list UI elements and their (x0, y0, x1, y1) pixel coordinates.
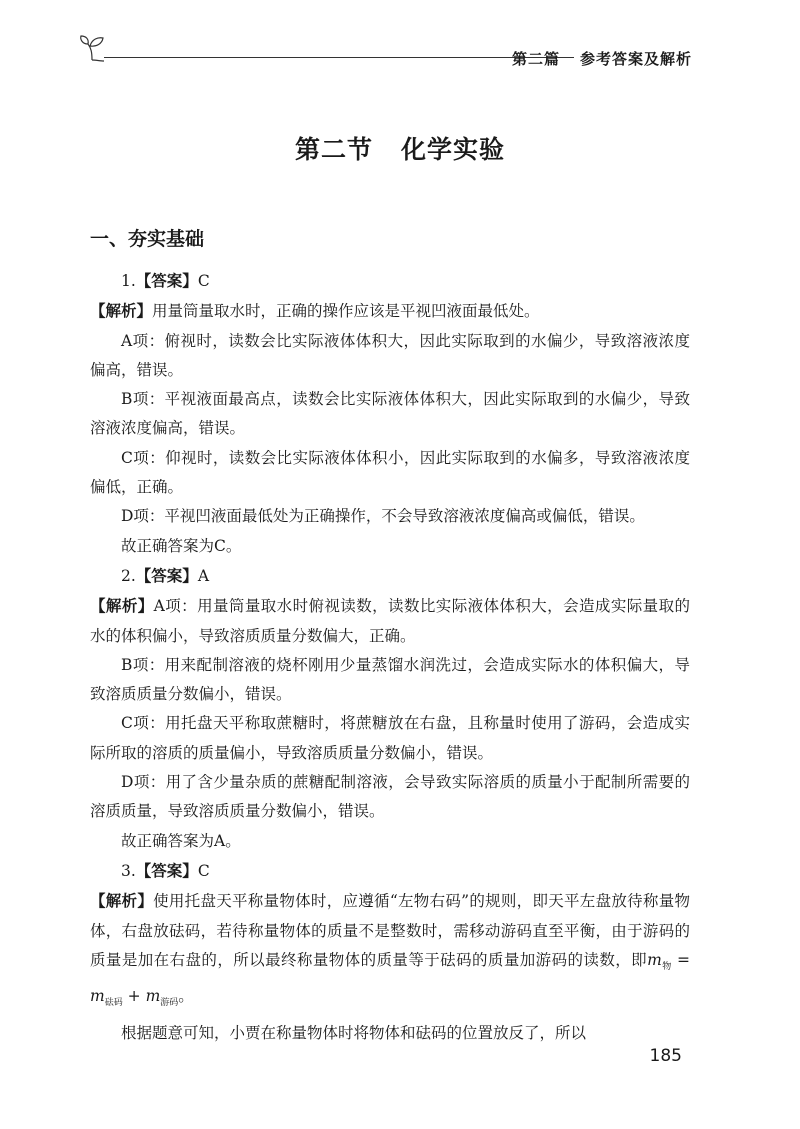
q3-analysis (90, 886, 690, 1018)
page-title (0, 130, 800, 166)
q1-number: 1. (121, 272, 136, 290)
q2-option-c: C项：用托盘天平称取蔗糖时，将蔗糖放在右盘，且称量时使用了游码，会造成实际所取的溶质的质量偏小，导致溶质质量分数偏小，错误。 (90, 714, 690, 762)
q3-answer-label: 【答案】 (135, 860, 198, 880)
section-heading: 一、夯实基础 (90, 228, 205, 250)
running-header (78, 28, 700, 68)
q1-option-d: D项：平视凹液面最低处为正确操作，不会导致溶液浓度偏高或偏低，错误。 (121, 507, 645, 526)
formula-sub3: 游码 (160, 998, 179, 1009)
answer-content (90, 266, 690, 1048)
q1-analysis-label: 【解析】 (90, 301, 153, 321)
q1-option-a: A项：俯视时，读数会比实际液体体积大，因此实际取到的水偏少，导致溶液浓度偏高，错误。 (90, 331, 690, 379)
q3-number: 3. (121, 861, 136, 880)
q2-answer-line (90, 561, 690, 591)
formula-plus: + (122, 987, 146, 1006)
q2-option-b: B项：用来配制溶液的烧杯刚用少量蒸馏水润洗过，会造成实际水的体积偏大，导致溶质质量分数偏小，错误。 (90, 655, 690, 704)
q2-answer: A (197, 566, 210, 585)
q1-option-b: B项：平视液面最高点，读数会比实际液体体积大，因此实际取到的水偏少，导致溶液浓度偏高，错误。 (90, 390, 690, 438)
q1-option-c: C项：仰视时，读数会比实际液体体积小，因此实际取到的水偏多，导致溶液浓度偏低，正确。 (90, 448, 690, 497)
q2-answer-label: 【答案】 (135, 565, 198, 585)
q3-continuation: 根据题意可知，小贾在称量物体时将物体和砝码的位置放反了，所以 (121, 1023, 587, 1042)
header-rule (104, 57, 574, 58)
page-number: 185 (649, 1046, 682, 1066)
q3-answer: C (197, 861, 210, 880)
q2-option-a (90, 591, 690, 651)
header-text (512, 48, 692, 69)
q1-conclusion: 故正确答案为C。 (121, 536, 242, 555)
q2-option-a-text: A项：用量筒量取水时俯视读数，读数比实际液体体积大，会造成实际量取的水的体积偏小，导致溶质质量分数偏大，正确。 (90, 597, 690, 645)
header-part: 第二篇 (511, 50, 560, 68)
title-section-number: 第二节 (294, 135, 373, 164)
q1-answer-label: 【答案】 (135, 271, 198, 290)
formula-m1: m (647, 950, 662, 969)
title-section-name: 化学实验 (401, 135, 506, 164)
formula-end: 。 (178, 987, 194, 1006)
q3-analysis-label: 【解析】 (90, 891, 154, 911)
header-chapter: 参考答案及解析 (579, 50, 692, 68)
q1-answer-line (90, 266, 690, 296)
q1-analysis-text: 用量筒量取水时，正确的操作应该是平视凹液面最低处。 (152, 302, 540, 321)
q3-analysis-text: 使用托盘天平称量物体时，应遵循“左物右码”的规则，即天平左盘放待称量物体，右盘放砝码，若待称量物体的质量不是整数时，需移动游码直至平衡，由于游码的质量是加在右盘的，所以最终称量物体的质量等于砝码的质量加游码的读数，即 (90, 892, 690, 969)
formula-eq: = (671, 950, 690, 969)
q2-number: 2. (121, 566, 136, 585)
q1-analysis (90, 296, 690, 326)
q2-option-d: D项：用了含少量杂质的蔗糖配制溶液，会导致实际溶质的质量小于配制所需要的溶质质量，导致溶质质量分数偏小，错误。 (90, 773, 690, 821)
q3-answer-line (90, 856, 690, 886)
formula-sub1: 物 (661, 961, 672, 972)
q2-conclusion: 故正确答案为A。 (121, 831, 241, 850)
q2-analysis-label: 【解析】 (90, 596, 154, 616)
formula-m3: m (145, 987, 161, 1006)
formula-m2: m (90, 987, 105, 1006)
formula-sub2: 砝码 (104, 998, 123, 1009)
q1-answer: C (197, 272, 210, 290)
